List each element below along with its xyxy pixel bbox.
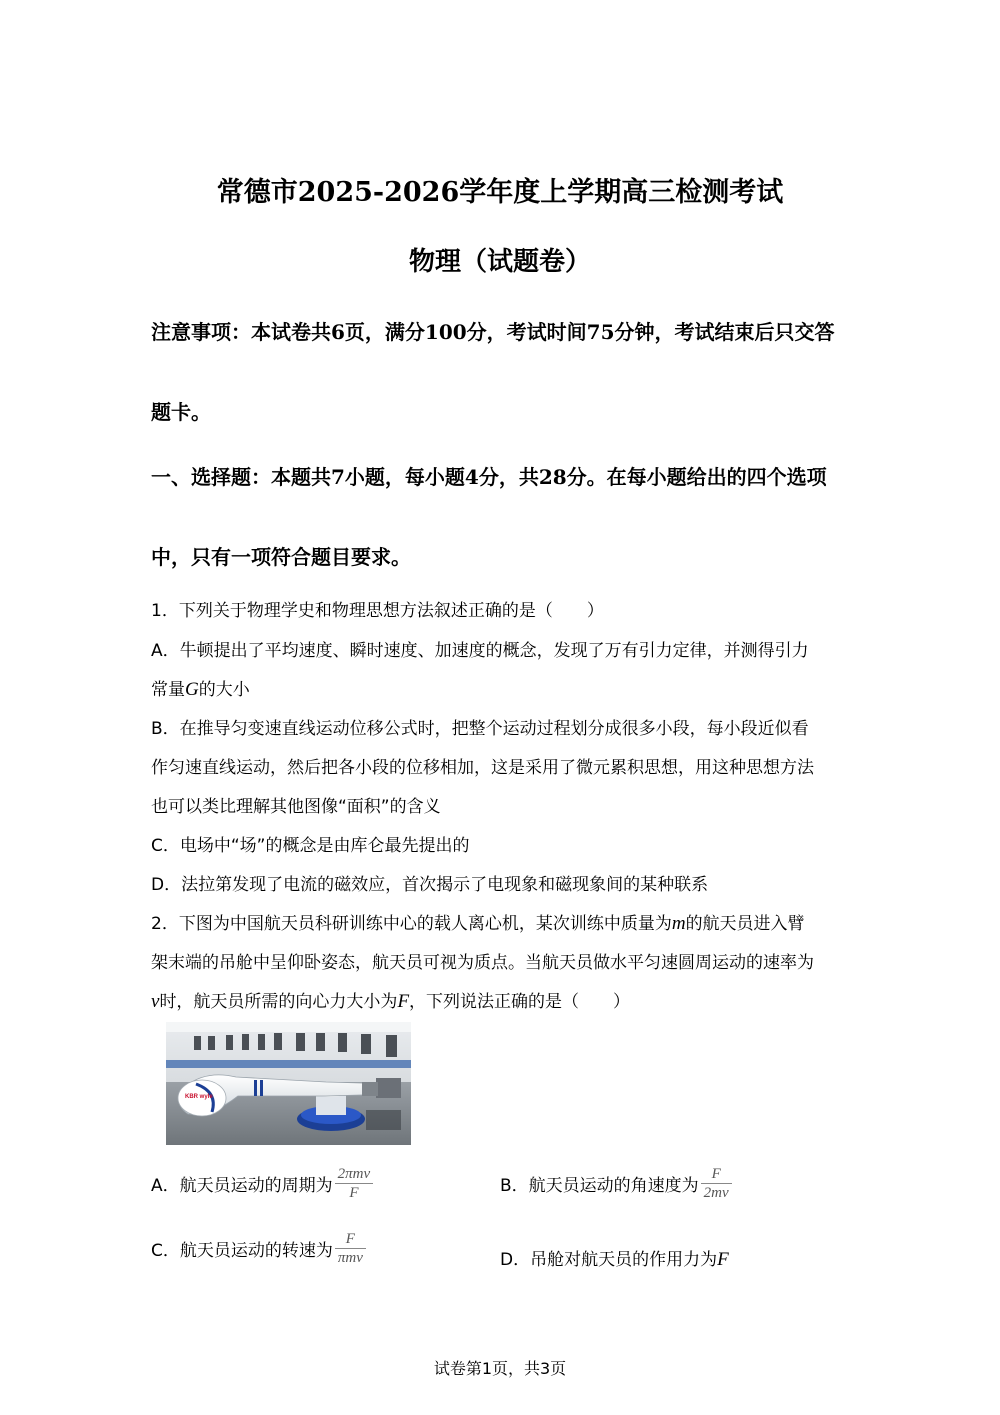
notice-line-1: 注意事项：本试卷共6页，满分100分，考试时间75分钟，考试结束后只交答 (151, 320, 835, 344)
force-symbol: F (397, 991, 410, 1012)
q1-option-d: D．法拉第发现了电流的磁效应，首次揭示了电现象和磁现象间的某种联系 (151, 875, 709, 895)
q1-option-b-line-3: 也可以类比理解其他图像“面积”的含义 (151, 797, 441, 817)
q2-stem-line-1 (151, 909, 805, 935)
q2-stem-text: 2．下图为中国航天员科研训练中心的载人离心机，某次训练中质量为 (151, 914, 672, 934)
photo-logo: KBR wyle (185, 1094, 213, 1100)
centrifuge-photo (166, 1022, 411, 1145)
centrifuge-illustration (166, 1022, 411, 1145)
exam-title: 常德市2025-2026学年度上学期高三检测考试 (216, 177, 784, 208)
fraction-numerator: F (335, 1230, 366, 1249)
q1-option-b-line-2: 作匀速直线运动，然后把各小段的位移相加，这是采用了微元累积思想，用这种思想方法 (151, 758, 814, 778)
q2-option-d (500, 1245, 729, 1271)
q1-option-a-text-end: 的大小 (198, 680, 250, 700)
q2-stem-line-2: 架末端的吊舱中呈仰卧姿态，航天员可视为质点。当航天员做水平匀速圆周运动的速率为 (151, 953, 814, 973)
q1-option-a-text: 常量 (151, 680, 185, 700)
q2-option-c-fraction (335, 1230, 366, 1267)
q2-stem-text-end-2: ，下列说法正确的是（ ） (409, 992, 631, 1012)
speed-symbol: v (151, 991, 160, 1012)
q2-stem-text-end: 的航天员进入臂 (685, 914, 805, 934)
fraction-denominator: 2mv (703, 1185, 729, 1201)
gravitational-constant-symbol: G (185, 679, 199, 700)
q1-stem: 1．下列关于物理学史和物理思想方法叙述正确的是（ ） (151, 601, 604, 621)
q2-option-b-text: B．航天员运动的角速度为 (500, 1176, 699, 1196)
exam-subtitle: 物理（试题卷） (408, 247, 591, 277)
section-heading-line-2: 中，只有一项符合题目要求。 (151, 545, 411, 569)
q2-option-b (500, 1165, 732, 1202)
q2-option-c-text: C．航天员运动的转速为 (151, 1241, 333, 1261)
q2-option-a-fraction (335, 1165, 374, 1202)
fraction-denominator: F (349, 1185, 359, 1201)
q2-option-b-fraction (701, 1165, 732, 1202)
q2-option-d-text: D．吊舱对航天员的作用力为 (500, 1250, 718, 1270)
q2-option-a (151, 1165, 373, 1202)
q1-option-a-line-1: A．牛顿提出了平均速度、瞬时速度、加速度的概念，发现了万有引力定律，并测得引力 (151, 641, 809, 661)
force-symbol-option-d: F (717, 1249, 729, 1270)
fraction-numerator: 2πmv (335, 1165, 374, 1184)
mass-symbol: m (671, 913, 686, 934)
q2-stem-line-3 (151, 987, 630, 1013)
q1-option-c: C．电场中“场”的概念是由库仑最先提出的 (151, 836, 470, 856)
q1-option-a-line-2 (151, 675, 250, 701)
page-footer: 试卷第1页，共3页 (433, 1359, 567, 1378)
fraction-denominator: πmv (337, 1250, 363, 1266)
q1-option-b-line-1: B．在推导匀变速直线运动位移公式时，把整个运动过程划分成很多小段，每小段近似看 (151, 719, 809, 739)
q2-option-a-text: A．航天员运动的周期为 (151, 1176, 333, 1196)
q2-option-c (151, 1230, 366, 1267)
notice-line-2: 题卡。 (151, 400, 211, 424)
section-heading-line-1: 一、选择题：本题共7小题，每小题4分，共28分。在每小题给出的四个选项 (151, 465, 827, 489)
q2-stem-text-mid: 时，航天员所需的向心力大小为 (159, 992, 398, 1012)
fraction-numerator: F (701, 1165, 732, 1184)
